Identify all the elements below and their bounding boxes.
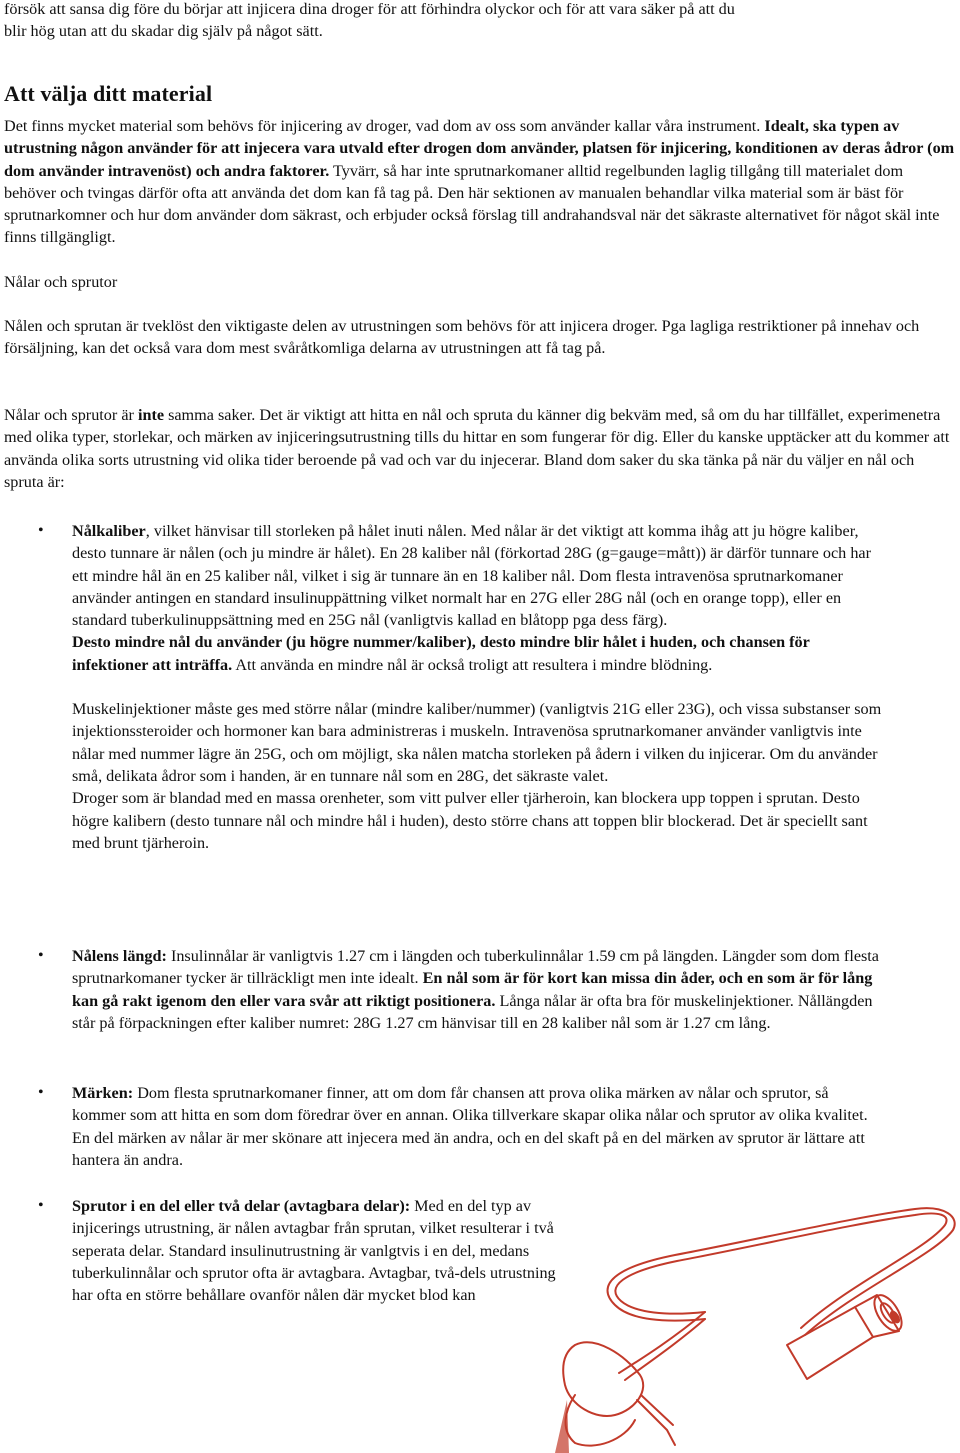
text-run: Eller du kanske upptäcker att du kommer att använda olika sorts utrustning vid olika tider beroende på vad och var du injecerar.	[4, 428, 950, 469]
text-run: Med nålar är det viktigt att komma ihåg att ju högre kaliber, desto tunnare är nålen (och ju mindre är hålet).	[72, 522, 859, 563]
intro-line-2: blir hög utan att du skadar dig själv på något sätt.	[4, 22, 323, 40]
text-run: Droger som är blandad med en massa orenheter, som vitt pulver eller tjärheroin, kan blockera upp toppen i sprutan.	[72, 789, 818, 808]
text-run: Dom flesta sprutnarkomaner finner, att om dom får chansen att prova olika märken av nålar och sprutor, så kommer som att hitta en som dom föredrar över en annan.	[72, 1084, 829, 1125]
text-run: Det är speciellt sant med brunt tjärheroin.	[72, 811, 868, 852]
bullet-paragraph	[72, 520, 886, 631]
bullet-paragraph	[72, 787, 886, 854]
bullet-paragraph	[72, 1082, 886, 1171]
bullet-symbol: •	[38, 1197, 44, 1214]
bullet-body	[72, 1082, 886, 1171]
text-run: Intravenösa sprutnarkomaner använder vanligtvis inte nålar med nummer lägre än 25G, och om möjligt, ska nålen matcha storleken på ådern i vilken du injicerar.	[72, 722, 862, 763]
bold-run: inte	[137, 406, 165, 424]
butterfly-needle-icon	[555, 1195, 960, 1453]
bold-run: Idealt, ska typen av utrustning någon använder för att injecera vara utvald efter drogen dom använder, platsen för injicering, konditionen av deras ådror (om dom använder intravenöst) och andra faktorer.	[4, 117, 955, 180]
bold-run: Desto mindre nål du använder (ju högre nummer/kaliber), desto mindre blir hålet i huden, och chansen för infektioner att inträffa.	[72, 633, 810, 674]
text-run: Nållängden står på förpackningen efter kaliber numret: 28G 1.27 cm hänvisar till en 28 kaliber nål som är 1.27 cm lång.	[72, 991, 873, 1032]
bullet-body	[72, 520, 886, 854]
text-run: Långa nålar är ofta bra för muskelinjektioner.	[499, 991, 794, 1010]
text-run: Muskelinjektioner måste ges med större nålar (mindre kaliber/nummer) (vanligtvis 21G eller 23G), och vissa substanser som injektionssteroider och hormoner kan bara administreras i muskeln.	[72, 700, 882, 741]
bullet-term: Nålkaliber	[72, 522, 146, 540]
text-run: Dom flesta intravenösa sprutnarkomaner använder antingen en standard insulinuppättning vilket normalt har en 27G eller 28G nål (och en orange topp), eller en standard tuberkulinuppsättning med en 25G nål (vanligtvis kallad en blåtopp pga dess färg).	[72, 566, 843, 630]
text-run: Bland dom saker du ska tänka på när du väljer en nål och spruta är:	[4, 450, 915, 491]
bullet-term: Märken:	[72, 1084, 134, 1102]
text-run: En 28 kaliber nål (förkortad 28G (g=gauge=mått)) är därför tunnare och har ett mindre hål än en 25 kaliber nål, vilket i sig är tunnare än en 18 kaliber nål.	[72, 544, 871, 585]
bullet-symbol: •	[38, 947, 44, 964]
bullet-paragraph	[72, 945, 886, 1034]
text-run: Tyvärr, så har inte sprutnarkomaner alltid regelbunden laglig tillgång till materialet dom behöver och tvingas därför ofta att använda det dom kan få tag på.	[4, 161, 904, 202]
text-run: Om du använder små, delikata ådror som i handen, är en tunnare nål som en 28G, det säkraste valet.	[72, 744, 878, 785]
text-run: Insulinnålar är vanligtvis 1.27 cm i längden och tuberkulinnålar 1.59 cm på längden.	[166, 947, 719, 965]
paragraph-needles	[4, 315, 956, 360]
bold-run: En nål som är för kort kan missa din åder, och en som är för lång kan gå rakt igenom den eller vara svår att riktigt positionera.	[72, 969, 873, 1010]
bullet-symbol: •	[38, 522, 44, 539]
text-run: Desto högre kalibern (desto tunnare nål och mindre hål i huden), desto större chans att toppen blir blockerad.	[72, 789, 860, 830]
bullet-term: Nålens längd:	[72, 947, 167, 965]
bullet-body	[72, 1195, 558, 1306]
subheading-needles: Nålar och sprutor	[4, 273, 118, 291]
bullet-paragraph	[72, 1195, 558, 1306]
text-run: Nålar och sprutor är	[4, 406, 138, 424]
text-run: Med en del typ av injicerings utrustning, är nålen avtagbar från sprutan, vilket resulterar i två seperata delar.	[72, 1197, 554, 1260]
paragraph-not-same	[4, 404, 956, 493]
text-run: Det är viktigt att hitta en nål och spruta du känner dig bekväm med, så om du har tillfället, experimenetra med olika typer, storlekar, och märken av injiceringsutrustning tills du hittar en som fungerar för dig.	[4, 406, 941, 447]
paragraph-material	[4, 115, 956, 249]
text-run: Olika tillverkare skapar olika nålar och sprutor av olika kvalitet.	[452, 1106, 868, 1125]
text-run: Det finns mycket material som behövs för injicering av droger, vad dom av oss som använder kallar våra instrument.	[4, 117, 761, 135]
text-run: Pga lagliga restriktioner på innehav och försäljning, kan det också vara dom mest svåråtkomliga delarna av utrustningen att få tag på.	[4, 317, 920, 358]
bullet-term: Sprutor i en del eller två delar (avtagbara delar):	[72, 1197, 411, 1215]
text-run: Standard insulinutrustning är vanlgtvis i en del, medans tuberkulinnålar och sprutor ofta är avtagbara.	[72, 1241, 530, 1282]
bullet-paragraph	[72, 698, 886, 787]
text-run: Att använda en mindre nål är också troligt att resultera i mindre blödning.	[235, 655, 713, 674]
intro-line-1: försök att sansa dig före du börjar att injicera dina droger för att förhindra olyckor och för att vara säker på att du	[4, 0, 735, 18]
text-run: Längder som dom flesta sprutnarkomaner tycker är tillräckligt men inte idealt.	[72, 947, 879, 988]
text-run: Avtagbar, två-dels utrustning har ofta en större behållare ovanför nålen där mycket blod kan	[72, 1263, 556, 1305]
text-run: Nålen och sprutan är tveklöst den viktigaste delen av utrustningen som behövs för att injicera droger.	[4, 317, 658, 335]
text-run: samma saker.	[164, 406, 256, 424]
bullet-symbol: •	[38, 1084, 44, 1101]
text-run: Den här sektionen av manualen behandlar vilka material som är bäst för sprutnarkomner och hur dom använder dom säkrast, och erbjuder också förslag till andrahandsval när det säkraste alternativet för något skäl inte finns tillgängligt.	[4, 183, 940, 247]
bullet-paragraph	[72, 631, 886, 676]
bullet-body	[72, 945, 886, 1034]
section-heading: Att välja ditt material	[4, 81, 213, 107]
text-run: , vilket hänvisar till storleken på hålet inuti nålen.	[145, 522, 467, 540]
text-run: En del märken av nålar är mer skönare att injecera med än andra, och en del skaft på en del märken av sprutor är lättare att hantera än andra.	[72, 1128, 865, 1169]
